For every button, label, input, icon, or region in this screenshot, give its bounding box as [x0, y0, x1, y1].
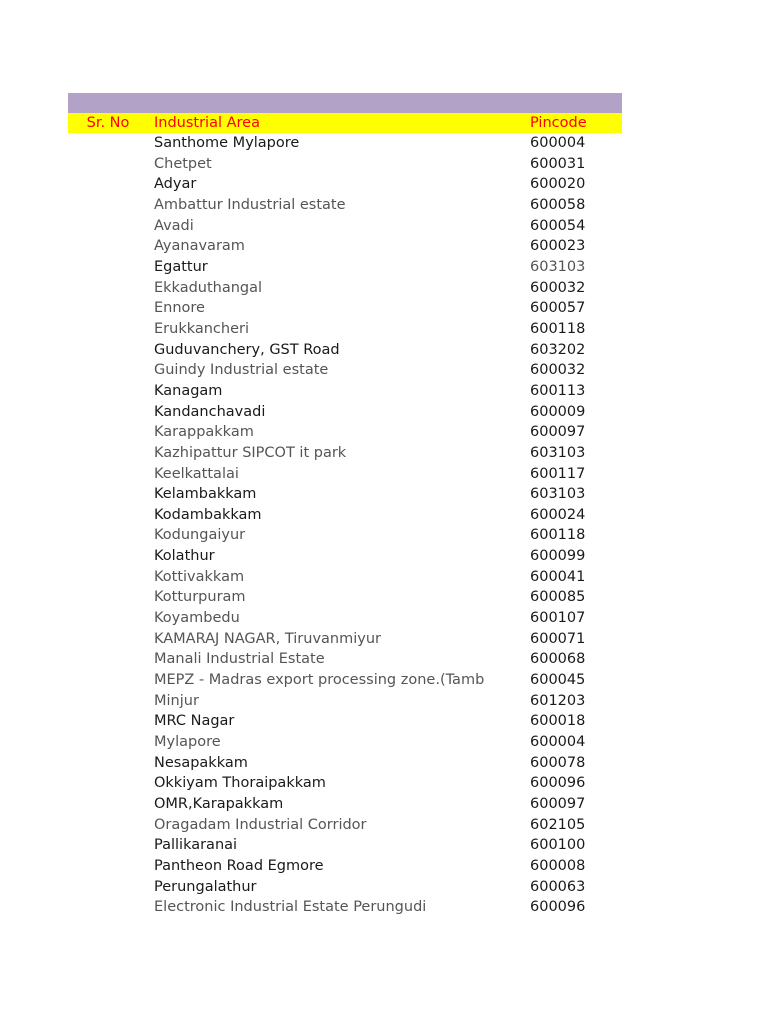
table-row — [68, 773, 622, 794]
industrial-area-cell: Electronic Industrial Estate Perungudi — [154, 899, 427, 916]
pincode-cell: 602105 — [530, 816, 586, 833]
table-row — [68, 278, 622, 299]
pincode-cell: 600068 — [530, 651, 586, 668]
industrial-area-cell: Kodambakkam — [154, 506, 262, 523]
table-row — [68, 236, 622, 257]
industrial-area-cell: Manali Industrial Estate — [154, 651, 325, 668]
table-row — [68, 319, 622, 340]
pincode-cell: 600096 — [530, 899, 586, 916]
table-row — [68, 835, 622, 856]
table-row — [68, 133, 622, 154]
table-row — [68, 422, 622, 443]
industrial-area-cell: Erukkancheri — [154, 320, 250, 337]
industrial-area-cell: Guindy Industrial estate — [154, 362, 329, 379]
industrial-area-cell: Nesapakkam — [154, 754, 248, 771]
industrial-area-cell: Koyambedu — [154, 610, 240, 627]
industrial-area-cell: Oragadam Industrial Corridor — [154, 816, 367, 833]
industrial-area-cell: Mylapore — [154, 734, 221, 751]
industrial-area-cell: Kodungaiyur — [154, 527, 246, 544]
pincode-cell: 600032 — [530, 279, 586, 296]
industrial-area-cell: Perungalathur — [154, 878, 257, 895]
table-row — [68, 608, 622, 629]
industrial-area-cell: OMR,Karapakkam — [154, 796, 284, 812]
industrial-area-cell: Kottivakkam — [154, 568, 245, 585]
table-row — [68, 216, 622, 237]
pincode-cell: 603202 — [530, 341, 586, 358]
industrial-area-cell: Kotturpuram — [154, 589, 246, 606]
pincode-cell: 600071 — [530, 630, 586, 647]
table-row — [68, 154, 622, 175]
table-row — [68, 670, 622, 691]
table-row — [68, 195, 622, 216]
industrial-area-cell: Ayanavaram — [154, 238, 245, 255]
industrial-area-cell: Adyar — [154, 176, 197, 193]
table-row — [68, 587, 622, 608]
table-row — [68, 464, 622, 485]
pincode-cell: 600020 — [530, 176, 586, 193]
table-row — [68, 856, 622, 877]
pincode-cell: 600009 — [530, 403, 586, 420]
header-sr-no: Sr. No — [86, 115, 130, 131]
pincode-cell: 600004 — [530, 734, 586, 751]
pincode-cell: 600018 — [530, 713, 586, 730]
header-industrial-area: Industrial Area — [154, 115, 260, 131]
industrial-area-cell: Ambattur Industrial estate — [154, 196, 346, 213]
table-row — [68, 525, 622, 546]
pincode-cell: 600063 — [530, 878, 586, 895]
pincode-cell: 600045 — [530, 672, 586, 689]
industrial-area-cell: MRC Nagar — [154, 713, 235, 730]
table-row — [68, 815, 622, 836]
pincode-cell: 600024 — [530, 506, 586, 523]
table-row — [68, 340, 622, 361]
pincode-cell: 600031 — [530, 155, 586, 172]
table-row — [68, 732, 622, 753]
pincode-cell: 603103 — [530, 444, 586, 461]
industrial-area-cell: Kelambakkam — [154, 486, 257, 503]
industrial-area-cell: Karappakkam — [154, 424, 254, 441]
pincode-cell: 600078 — [530, 754, 586, 771]
pincode-cell: 600004 — [530, 135, 586, 151]
table-row — [68, 505, 622, 526]
header-row — [68, 113, 622, 133]
table-row — [68, 257, 622, 278]
table-row — [68, 381, 622, 402]
title-band — [68, 93, 622, 113]
industrial-area-cell: MEPZ - Madras export processing zone.(Tamb — [154, 672, 485, 689]
industrial-area-cell: Kolathur — [154, 548, 215, 565]
industrial-area-cell: Pantheon Road Egmore — [154, 857, 324, 874]
industrial-area-cell: Pallikaranai — [154, 837, 238, 854]
pincode-cell: 603103 — [530, 258, 586, 275]
pincode-cell: 600057 — [530, 300, 586, 317]
pincode-cell: 600041 — [530, 568, 586, 585]
table-row — [68, 897, 622, 918]
industrial-area-cell: Minjur — [154, 692, 199, 709]
industrial-area-cell: Chetpet — [154, 155, 212, 172]
pincode-cell: 600118 — [530, 527, 586, 544]
pincode-cell: 600100 — [530, 837, 586, 854]
pincode-cell: 600096 — [530, 775, 586, 792]
industrial-area-cell: Kandanchavadi — [154, 403, 266, 420]
table-row — [68, 443, 622, 464]
industrial-area-cell: Keelkattalai — [154, 465, 239, 482]
pincode-cell: 600023 — [530, 238, 586, 255]
pincode-cell: 600097 — [530, 796, 586, 812]
table-row — [68, 546, 622, 567]
industrial-area-cell: Avadi — [154, 217, 194, 234]
industrial-area-cell: Ennore — [154, 300, 205, 317]
pincode-cell: 600113 — [530, 382, 586, 399]
table-row — [68, 484, 622, 505]
pincode-cell: 601203 — [530, 692, 586, 709]
pincode-cell: 600032 — [530, 362, 586, 379]
pincode-cell: 600117 — [530, 465, 586, 482]
table-row — [68, 877, 622, 898]
table-row — [68, 360, 622, 381]
pincode-cell: 600054 — [530, 217, 586, 234]
industrial-area-cell: Kanagam — [154, 382, 223, 399]
industrial-area-cell: Santhome Mylapore — [154, 135, 300, 151]
spreadsheet-table — [68, 93, 622, 918]
industrial-area-cell: KAMARAJ NAGAR, Tiruvanmiyur — [154, 630, 381, 647]
pincode-cell: 600099 — [530, 548, 586, 565]
industrial-area-cell: Guduvanchery, GST Road — [154, 341, 340, 358]
table-row — [68, 794, 622, 815]
pincode-cell: 600008 — [530, 857, 586, 874]
pincode-cell: 600107 — [530, 610, 586, 627]
table-row — [68, 649, 622, 670]
table-row — [68, 567, 622, 588]
industrial-area-cell: Okkiyam Thoraipakkam — [154, 775, 326, 792]
table-row — [68, 711, 622, 732]
pincode-cell: 600097 — [530, 424, 586, 441]
pincode-cell: 600085 — [530, 589, 586, 606]
table-body — [68, 133, 622, 918]
industrial-area-cell: Egattur — [154, 258, 208, 275]
pincode-cell: 600058 — [530, 196, 586, 213]
pincode-cell: 603103 — [530, 486, 586, 503]
table-row — [68, 753, 622, 774]
table-row — [68, 402, 622, 423]
table-row — [68, 298, 622, 319]
header-pincode: Pincode — [530, 115, 587, 131]
table-row — [68, 174, 622, 195]
pincode-cell: 600118 — [530, 320, 586, 337]
table-row — [68, 629, 622, 650]
table-row — [68, 691, 622, 712]
industrial-area-cell: Kazhipattur SIPCOT it park — [154, 444, 347, 461]
industrial-area-cell: Ekkaduthangal — [154, 279, 263, 296]
